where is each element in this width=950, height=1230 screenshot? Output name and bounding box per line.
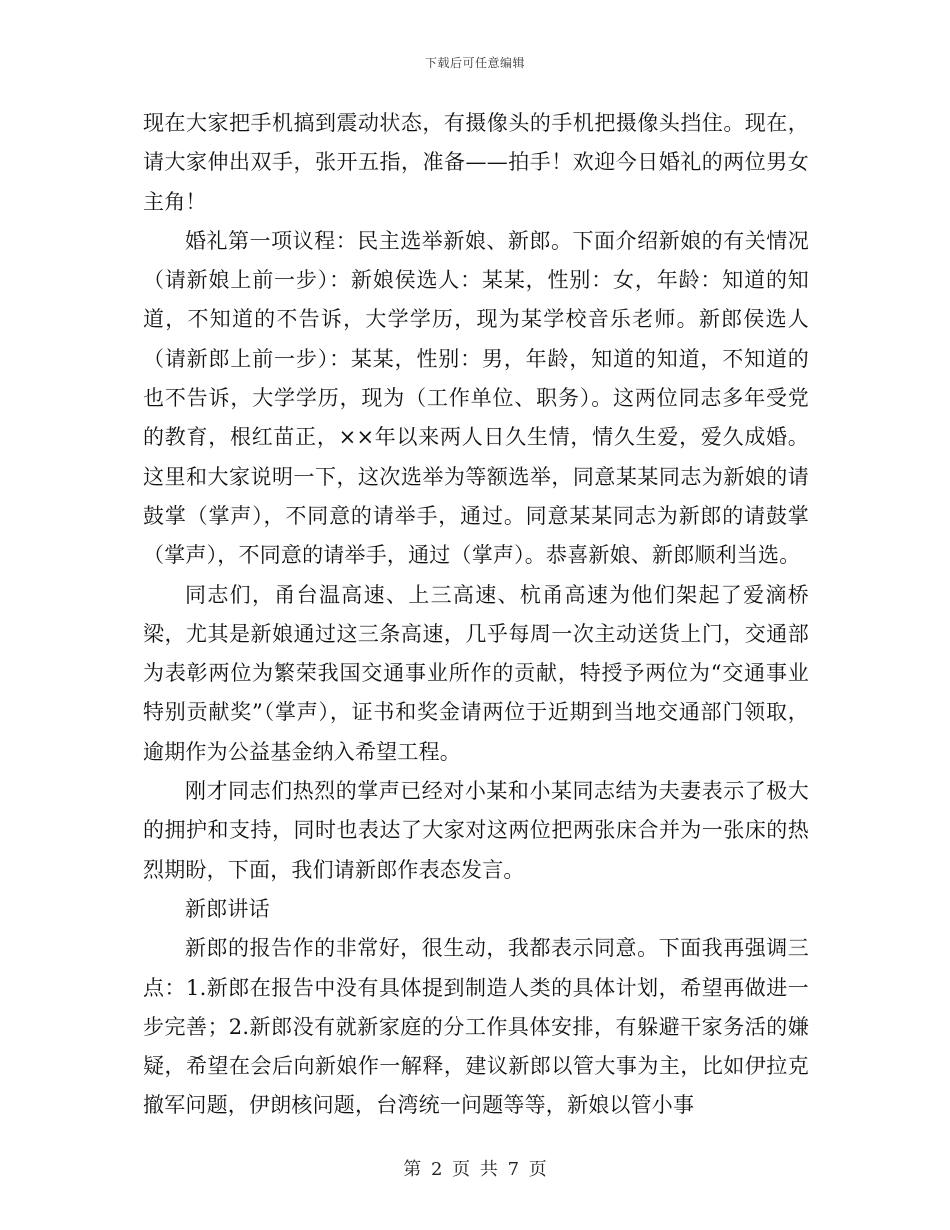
- paragraph-election: 婚礼第一项议程：民主选举新娘、新郎。下面介绍新娘的有关情况（请新娘上前一步）：新娘侯选人：某某，性别：女，年龄：知道的知道，不知道的不告诉，大学学历，现为某学校音乐老师。新郎侯选人（请新郎上前一步）：某某，性别：男，年龄，知道的知道，不知道的也不告诉，大学学历，现为（工作单位、职务）。这两位同志多年受党的教育，根红苗正，××年以来两人日久生情，情久生爱，爱久成婚。这里和大家说明一下，这次选举为等额选举，同意某某同志为新娘的请鼓掌（掌声），不同意的请举手，通过。同意某某同志为新郎的请鼓掌（掌声），不同意的请举手，通过（掌声）。恭喜新娘、新郎顺利当选。: [143, 228, 809, 568]
- paragraph-award: 同志们，甬台温高速、上三高速、杭甬高速为他们架起了爱滴桥梁，尤其是新娘通过这三条高速，几乎每周一次主动送货上门，交通部为表彰两位为繁荣我国交通事业所作的贡献，特授予两位为“交通事业特别贡献奖”（掌声），证书和奖金请两位于近期到当地交通部门领取，逾期作为公益基金纳入希望工程。: [143, 582, 809, 764]
- page-number: 第 2 页 共 7 页: [403, 1159, 547, 1180]
- paragraph-remarks: 新郎的报告作的非常好，很生动，我都表示同意。下面我再强调三点：1.新郎在报告中没有具体提到制造人类的具体计划，希望再做进一步完善；2.新郎没有就新家庭的分工作具体安排，有躲避干家务活的嫌疑，希望在会后向新娘作一解释，建议新郎以管大事为主，比如伊拉克撤军问题，伊朗核问题，台湾统一问题等等，新娘以管小事: [143, 936, 809, 1118]
- paragraph-applause: 刚才同志们热烈的掌声已经对小某和小某同志结为夫妻表示了极大的拥护和支持，同时也表达了大家对这两位把两张床合并为一张床的热烈期盼，下面，我们请新郎作表态发言。: [143, 779, 809, 882]
- document-body: [143, 104, 809, 1126]
- section-heading-groom-speech: 新郎讲话: [185, 896, 270, 921]
- paragraph-opening: 现在大家把手机搞到震动状态，有摄像头的手机把摄像头挡住。现在，请大家伸出双手，张开五指，准备——拍手！欢迎今日婚礼的两位男女主角！: [143, 111, 809, 214]
- page-header-note: 下载后可任意编辑: [424, 56, 525, 70]
